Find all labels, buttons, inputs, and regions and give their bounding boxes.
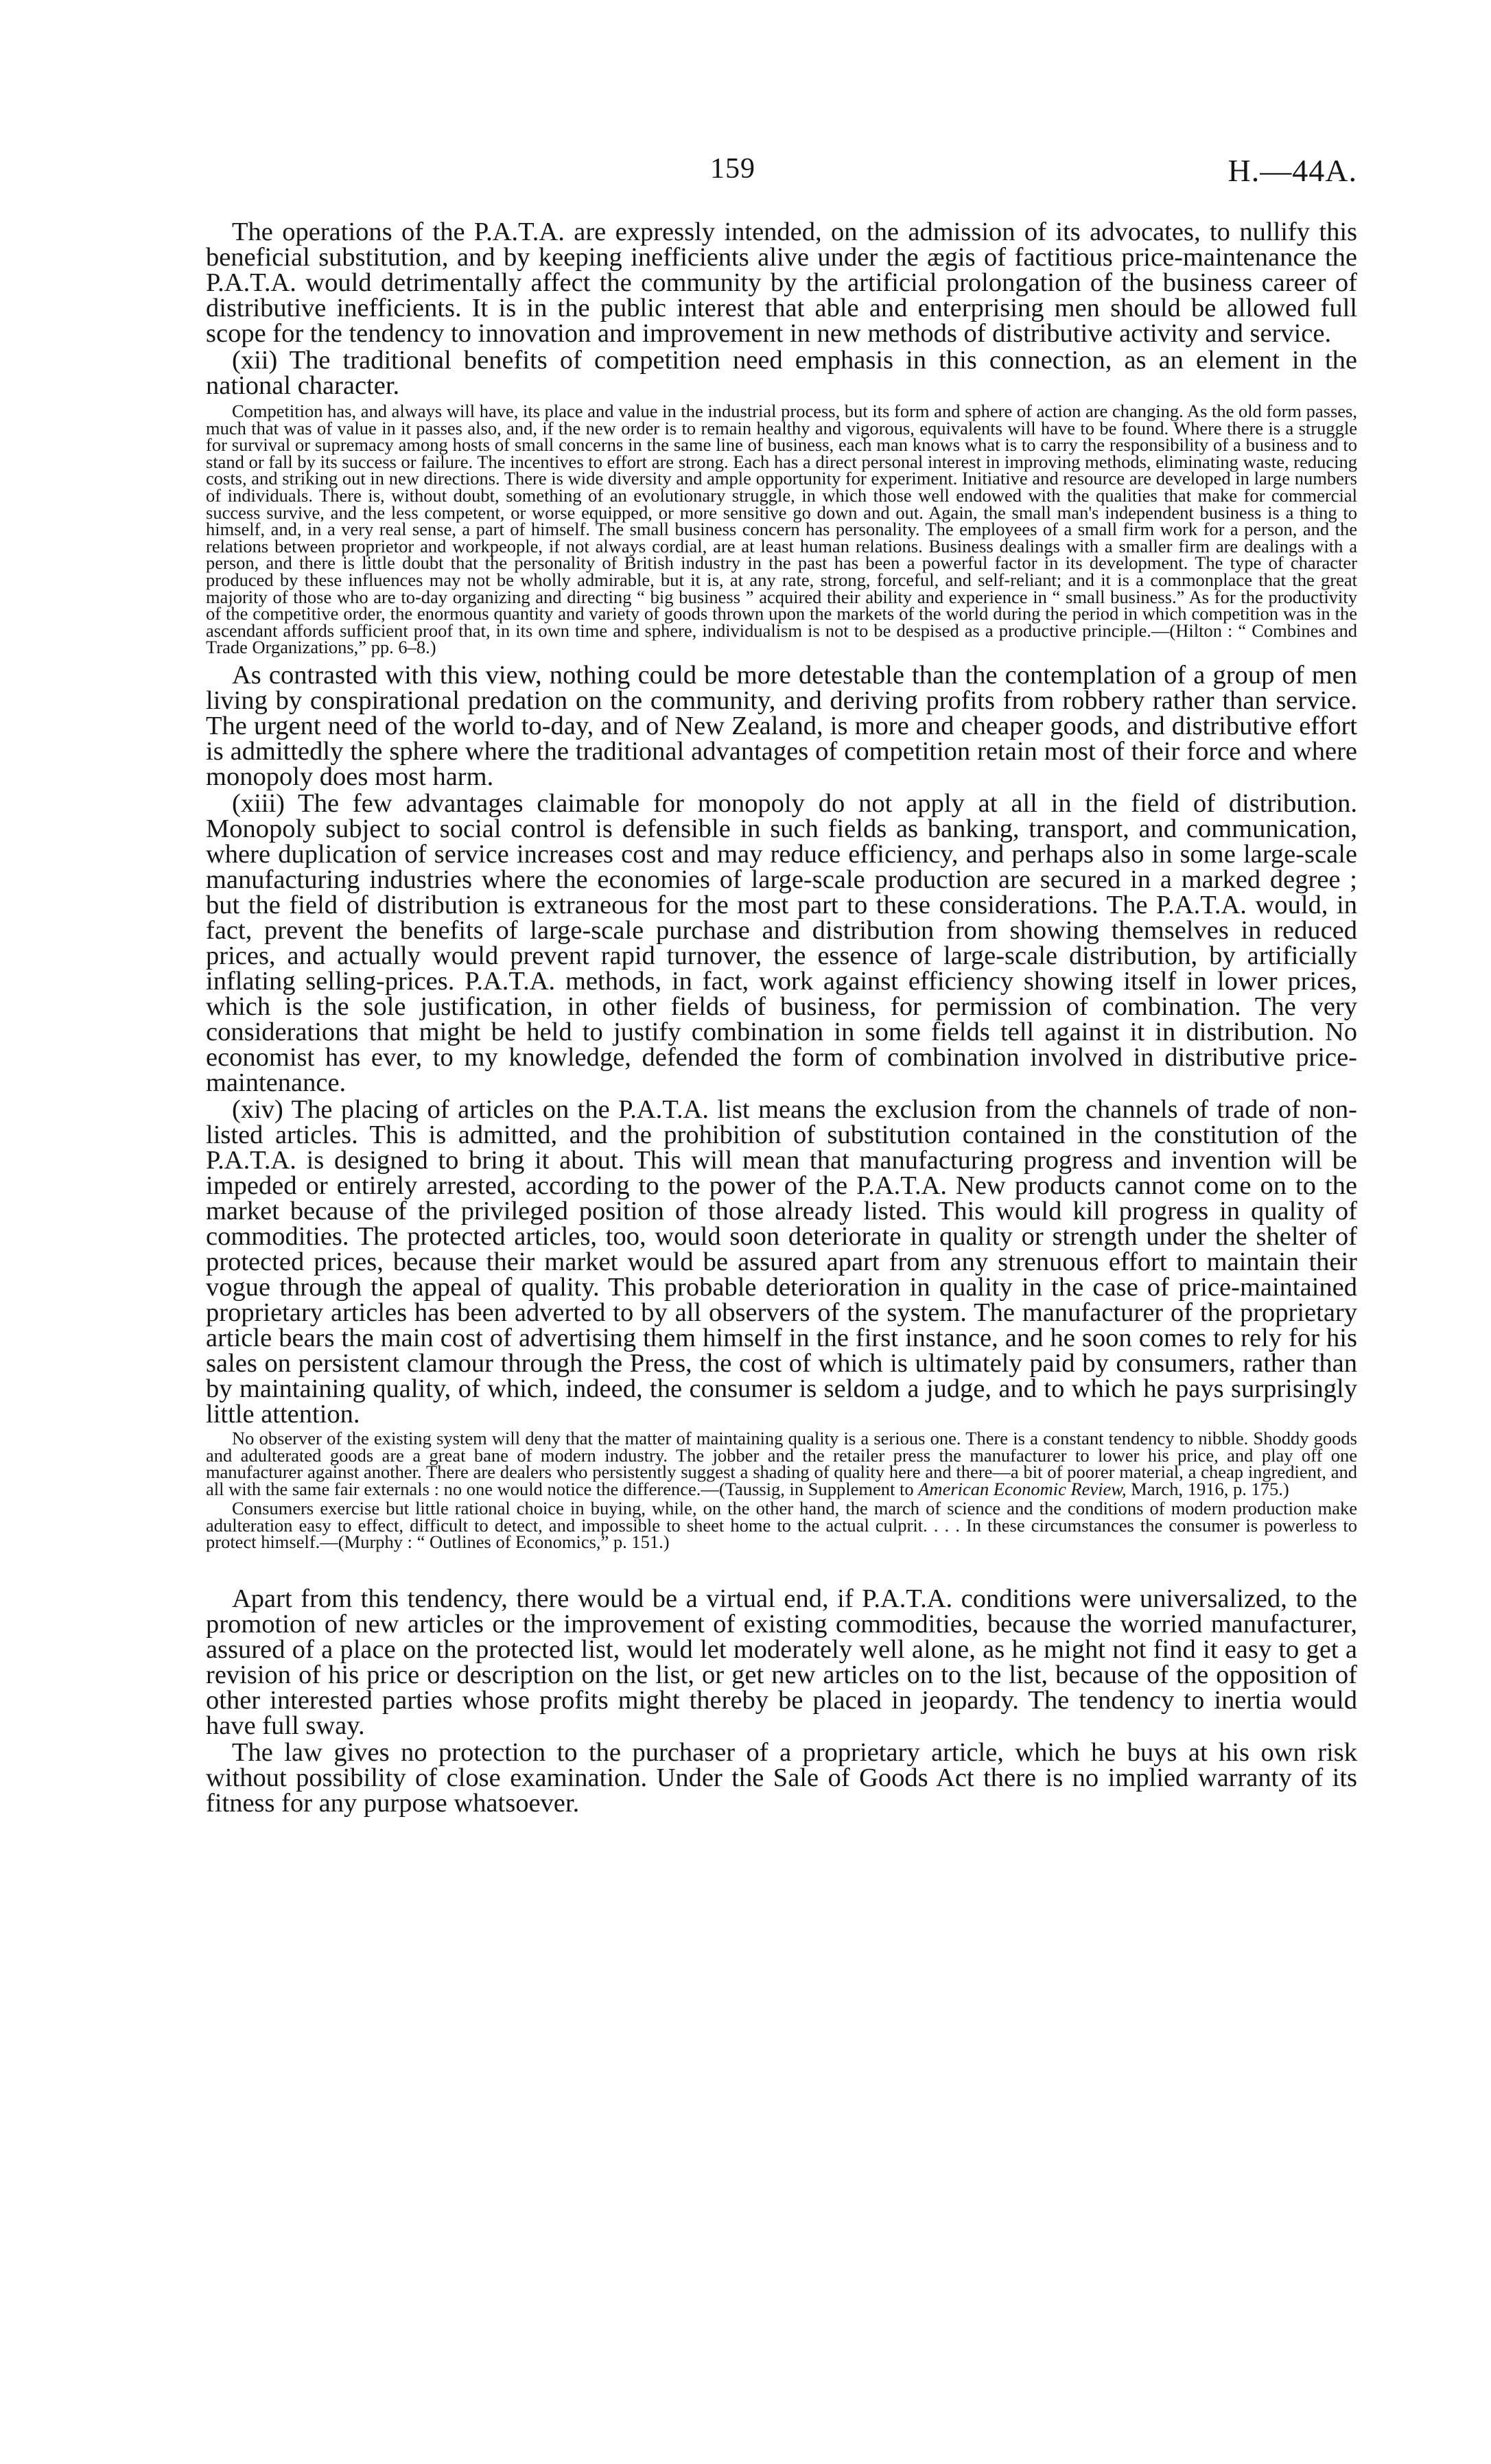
paragraph-xii-competition: (xii) The traditional benefits of competition need emphasis in this connection, as an element in the national character. bbox=[206, 346, 1357, 400]
document-body bbox=[206, 220, 1357, 1818]
paragraph-pata-operations: The operations of the P.A.T.A. are expressly intended, on the admission of its advocates, to nullify this beneficial substitution, and by keeping inefficients alive under the ægis of factitious price-maintenance the P.A.T.A. would detrimentally affect the community by the artificial prolongation of the business career of distributive inefficients. It is in the public interest that able and enterprising men should be allowed full scope for the tendency to innovation and improvement in new methods of distributive activity and service. bbox=[206, 218, 1357, 348]
quote-murphy: Consumers exercise but little rational choice in buying, while, on the other hand, the march of science and the conditions of modern production make adulteration easy to effect, difficult to detect, and impossible to sheet home to the actual culprit. . . . In these circumstances the consumer is powerless to protect himself.—(Murphy : “ Outlines of Economics,” p. 151.) bbox=[206, 1498, 1357, 1553]
quote-hilton: Competition has, and always will have, its place and value in the industrial process, but its form and sphere of action are changing. As the old form passes, much that was of value in it passes also, and, if the new order is to remain healthy and vigorous, equivalents will have to be found. Where there is a struggle for survival or supremacy among hosts of small concerns in the same line of business, each man knows what is to carry the responsibility of a business and to stand or fall by its success or failure. The incentives to effort are strong. Each has a direct personal interest in improving methods, eliminating waste, reducing costs, and striking out in new directions. There is wide diversity and ample opportunity for experiment. Initiative and resource are developed in large numbers of individuals. There is, without doubt, something of an evolutionary struggle, in which those well endowed with the qualities that make for commercial success survive, and the less competent, or worse equipped, or more sensitive go down and out. Again, the small man's independent business is a thing to himself, and, in a very real sense, a part of himself. The small business concern has personality. The employees of a small firm work for a person, and the relations between proprietor and workpeople, if not always cordial, are at least human relations. Business dealings with a smaller firm are dealings with a person, and there is little doubt that the personality of British industry in the past has been a powerful factor in its development. The type of character produced by these influences may not be wholly admirable, but it is, at any rate, strong, forceful, and self-reliant; and it is a commonplace that the great majority of those who are to-day organizing and directing “ big business ” acquired their ability and experience in “ small business.” As for the productivity of the competitive order, the enormous quantity and variety of goods thrown upon the markets of the world during the period in which competition was in the ascendant affords sufficient proof that, in its own time and sphere, individualism is not to be despised as a productive principle.—(Hilton : “ Combines and Trade Organizations,” pp. 6–8.) bbox=[206, 401, 1357, 658]
quote-taussig-text: No observer of the existing system will deny that the matter of maintaining quality is a serious one. There is a constant tendency to nibble. Shoddy goods and adulterated goods are a great bane of modern industry. The jobber and the retailer press the manufacturer to lower his price, and play off one manufacturer against another. There are dealers who persistently suggest a shading of quality here and there—a bit of poorer material, a cheap ingredient, and all with the same fair externals : no one would notice the difference.—(Taussig, in Supplement to bbox=[206, 1427, 1357, 1499]
quote-taussig bbox=[206, 1427, 1357, 1499]
quote-taussig-source: American Economic Review, bbox=[918, 1478, 1127, 1499]
page-number: 159 bbox=[710, 153, 755, 185]
page-header bbox=[206, 152, 1357, 193]
quote-taussig-tail: March, 1916, p. 175.) bbox=[1131, 1478, 1289, 1499]
paragraph-tendency-inertia: Apart from this tendency, there would be a virtual end, if P.A.T.A. conditions were universalized, to the promotion of new articles or the improvement of existing commodities, because the worried manufacturer, assured of a place on the protected list, would let moderately well alone, as he might not find it easy to get a revision of his price or description on the list, or get new articles on to the list, because of the opposition of other interested parties whose profits might thereby be placed in jeopardy. The tendency to inertia would have full sway. bbox=[206, 1584, 1357, 1741]
paragraph-xiii-monopoly: (xiii) The few advantages claimable for monopoly do not apply at all in the field of distribution. Monopoly subject to social control is defensible in such fields as banking, transport, and communication, where duplication of service increases cost and may reduce efficiency, and perhaps also in some large-scale manufacturing industries where the economies of large-scale production are secured in a marked degree ; but the field of distribution is extraneous for the most part to these considerations. The P.A.T.A. would, in fact, prevent the benefits of large-scale purchase and distribution from showing themselves in reduced prices, and actually would prevent rapid turnover, the essence of large-scale distribution, by artificially inflating selling-prices. P.A.T.A. methods, in fact, work against efficiency showing itself in lower prices, which is the sole justification, in other fields of business, for permission of combination. The very considerations that might be held to justify combination in some fields tell against it in distribution. No economist has ever, to my knowledge, defended the form of combination involved in distributive price-maintenance. bbox=[206, 788, 1357, 1097]
paragraph-law-protection: The law gives no protection to the purchaser of a proprietary article, which he buys at his own risk without possibility of close examination. Under the Sale of Goods Act there is no implied warranty of its fitness for any purpose whatsoever. bbox=[206, 1738, 1357, 1818]
paragraph-contrasted-view: As contrasted with this view, nothing could be more detestable than the contemplation of a group of men living by conspirational predation on the community, and deriving profits from robbery rather than service. The urgent need of the world to-day, and of New Zealand, is more and cheaper goods, and distributive effort is admittedly the sphere where the traditional advantages of competition retain most of their force and where monopoly does most harm. bbox=[206, 660, 1357, 791]
paragraph-xiv-listing: (xiv) The placing of articles on the P.A.T.A. list means the exclusion from the channels of trade of non-listed articles. This is admitted, and the prohibition of substitution contained in the constitution of the P.A.T.A. is designed to bring it about. This will mean that manufacturing progress and invention will be impeded or entirely arrested, according to the power of the P.A.T.A. New products cannot come on to the market because of the privileged position of those already listed. This would kill progress in quality of commodities. The protected articles, too, would soon deteriorate in quality or strength under the shelter of protected prices, because their market would be assured apart from any strenuous effort to maintain their vogue through the appeal of quality. This probable deterioration in quality in the case of price-maintained proprietary articles has been adverted to by all observers of the system. The manufacturer of the proprietary article bears the main cost of advertising them himself in the first instance, and he soon comes to rely for his sales on persistent clamour through the Press, the cost of which is ultimately paid by consumers, rather than by maintaining quality, of which, indeed, the consumer is seldom a judge, and to which he pays surprisingly little attention. bbox=[206, 1094, 1357, 1429]
document-reference: H.—44A. bbox=[1228, 153, 1357, 188]
